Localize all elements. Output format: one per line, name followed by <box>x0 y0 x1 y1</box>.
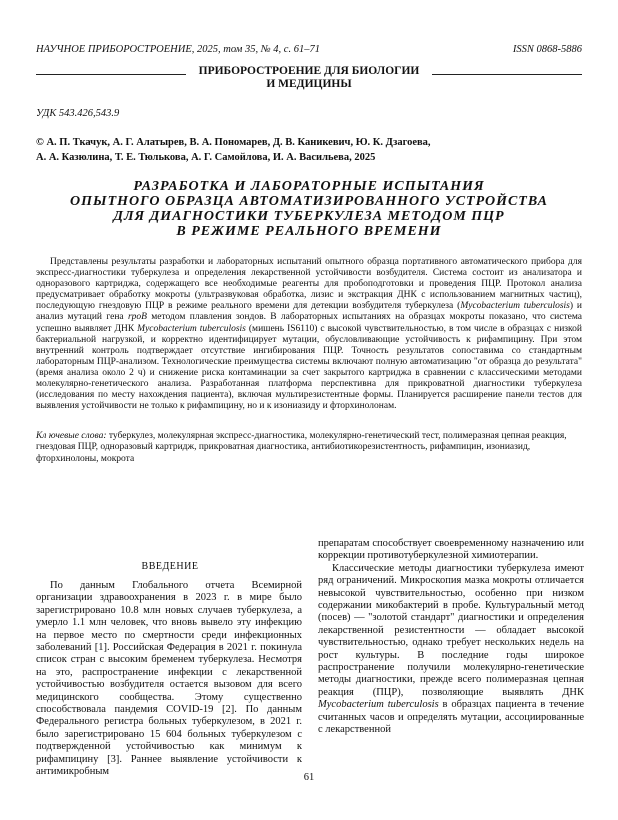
title-line4: В РЕЖИМЕ РЕАЛЬНОГО ВРЕМЕНИ <box>176 224 442 239</box>
abstract-paragraph <box>36 257 582 412</box>
intro-right-text-b: в образцах пациента в течение считанных часов и определять мутации, ассоциированные с лекарственной <box>318 699 584 736</box>
title-line3: ДЛЯ ДИАГНОСТИКИ ТУБЕРКУЛЕЗА МЕТОДОМ ПЦР <box>113 209 505 224</box>
authors-line1: © А. П. Ткачук, А. Г. Алатырев, В. А. Пономарев, Д. В. Каникевич, Ю. К. Дзагоева, <box>36 137 431 148</box>
intro-left-column <box>36 580 302 779</box>
intro-right-species: Mycobacterium tuberculosis <box>318 699 439 711</box>
authors <box>36 135 584 165</box>
abstract-text-4: (мишень IS6110) с высокой чувствительностью, в том числе в образцах с низкой бактериальной нагрузкой, и корректно идентифицирует мутации, обусловливающие устойчивость к рифампицину. При этом внутренний контроль подтверждает отсутствие ингибирования ПЦР. Точность результатов сопоставима со стандартным лабораторным ПЦР-анализом. Технологические преимущества системы включают полную автоматизацию "от образца до результата" (время анализа около 2 ч) и снижение риска контаминации за счет закрытого картриджа в сравнении с классическими методами молекулярно-генетического анализа. Разработанная платформа перспективна для прикроватной диагностики туберкулеза (исследования по месту нахождения пациента), включая мультирезистентные формы. Планируется расширение панели тестов для выявления устойчивости не только к рифампицину, но и к изониазиду и фторхинолонам. <box>36 323 583 412</box>
intro-right-text-a: Классические методы диагностики туберкулеза имеют ряд ограничений. Микроскопия мазка мокроты отличается невысокой чувствительностью, особенно при низком содержании микобактерий в пробе. Культуральный метод (посев) — "золотой стандарт" диагностики и определения лекарственной резистентности — обладает высокой чувствительностью, однако требует нескольких недель на рост культуры. В последние годы широкое распространение получили молекулярно-генетические методы диагностики, прежде всего полимеразная цепная реакция (ПЦР), позволяющие выявлять ДНК <box>318 562 584 698</box>
section-heading-line1: ПРИБОРОСТРОЕНИЕ ДЛЯ БИОЛОГИИ <box>198 65 420 77</box>
issn-header: ISSN 0868-5886 <box>512 44 582 55</box>
abstract-gene: rpoB <box>127 312 147 323</box>
abstract-text-1: Представлены результаты разработки и лабораторных испытаний опытного образца портативного автоматического прибора для экспресс-диагностики туберкулеза и определения лекарственной устойчивости возбудителя. Система состоит из анализатора и одноразового картриджа, содержащего все необходимые реагенты для пробоподготовки и проведения ПЦР. Протокол анализа предусматривает обработку мокроты (ультразвуковая обработка, лизис и экстракция ДНК с использованием магнитных частиц), последующую гнездовую ПЦР в режиме реального времени для детекции возбудителя туберкулеза ( <box>36 257 582 312</box>
udk-code: УДК 543.426,543.9 <box>36 108 120 119</box>
title-line1: РАЗРАБОТКА И ЛАБОРАТОРНЫЕ ИСПЫТАНИЯ <box>133 179 485 194</box>
keywords-text: туберкулез, молекулярная экспресс-диагностика, молекулярно-генетический тест, полимеразная цепная реакция, гнездовая ПЦР, одноразовый картридж, прикроватная диагностика, антибиотикорезистентность, рифампицин, изониазид, фторхинолоны, мокрота <box>36 431 567 464</box>
keywords <box>36 431 582 465</box>
intro-left-paragraph: По данным Глобального отчета Всемирной организации здравоохранения в 2023 г. в мире было зарегистрировано 10.8 млн новых случаев туберкулеза, а умерло 1.1 млн человек, что вновь вывело эту инфекцию на первое место по смертности среди инфекционных заболеваний [1]. Российская Федерация в 2021 г. покинула список стран с высоким бременем туберкулеза. Несмотря на это, распространение инфекции с лекарственной устойчивостью возбудителя остается вызовом для всего медицинского сообщества. Этому существенно способствовала пандемия COVID-19 [2]. По данным Федерального регистра больных туберкулезом, в 2021 г. было зарегистрировано 15 604 больных туберкулезом с подтвержденной устойчивостью как минимум к рифампицину [3]. Раннее выявление устойчивости к антимикробным <box>36 580 302 778</box>
abstract-text-3: методом плавления зондов. В лабораторных испытаниях на образцах мокроты показано, что система успешно выявляет ДНК <box>36 312 583 334</box>
section-heading-line2: И МЕДИЦИНЫ <box>266 78 352 90</box>
abstract-text-2: ) и анализ мутаций гена <box>36 301 582 323</box>
intro-right-column <box>318 538 584 737</box>
intro-right-paragraph-2 <box>318 563 584 737</box>
abstract <box>36 257 582 412</box>
page-number: 61 <box>303 772 315 783</box>
intro-right-paragraph-1: препаратам способствует своевременному назначению или коррекции противотуберкулезной химиотерапии. <box>318 538 584 562</box>
section-heading <box>0 65 618 91</box>
journal-header: НАУЧНОЕ ПРИБОРОСТРОЕНИЕ, 2025, том 35, № 4, с. 61–71 <box>36 44 320 55</box>
abstract-species-1: Mycobacterium tuberculosis <box>460 301 570 312</box>
intro-heading: ВВЕДЕНИЕ <box>141 561 199 572</box>
abstract-species-2: Mycobacterium tuberculosis <box>137 323 246 334</box>
article-title <box>56 179 562 239</box>
authors-line2: А. А. Казюлина, Т. Е. Тюлькова, А. Г. Самойлова, И. А. Васильева, 2025 <box>36 152 376 163</box>
keywords-label: Кл ючевые слова: <box>36 431 107 441</box>
title-line2: ОПЫТНОГО ОБРАЗЦА АВТОМАТИЗИРОВАННОГО УСТРОЙСТВА <box>70 194 548 209</box>
